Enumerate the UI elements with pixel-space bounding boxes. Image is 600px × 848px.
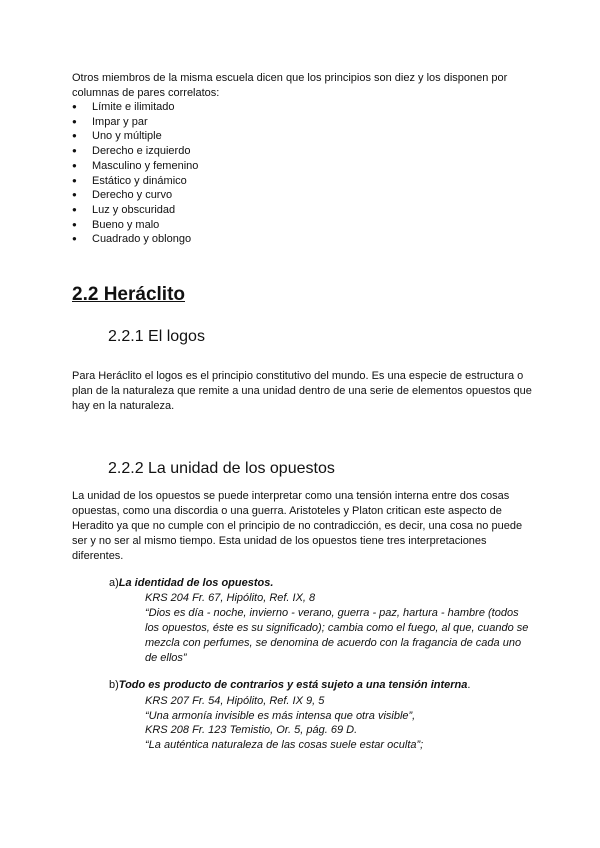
list-item: ● Derecho e izquierdo	[72, 144, 198, 159]
title-period: .	[467, 679, 471, 691]
list-item: ● Cuadrado y oblongo	[72, 232, 198, 247]
list-item: ● Uno y múltiple	[72, 129, 198, 144]
section-heading: 2.2 Heráclito	[72, 284, 185, 305]
logos-paragraph: Para Heráclito el logos es el principio constitutivo del mundo. Es una especie de estructura o plan de la naturaleza que remite a una unidad dentro de una serie de elementos opuestos que hay en la naturaleza.	[72, 370, 532, 412]
subsection-heading-unidad: 2.2.2 La unidad de los opuestos	[108, 460, 335, 477]
list-item: ● Derecho y curvo	[72, 188, 198, 203]
item-marker: a)	[109, 577, 119, 589]
list-item: ● Estático y dinámico	[72, 174, 198, 189]
list-item: ● Bueno y malo	[72, 218, 198, 233]
list-item: ● Impar y par	[72, 115, 198, 130]
interpretation-title: La identidad de los opuestos.	[118, 577, 274, 589]
interpretation-b	[109, 679, 470, 691]
subsection-heading-logos: 2.2.1 El logos	[108, 328, 205, 345]
list-item: ● Luz y obscuridad	[72, 203, 198, 218]
interpretation-a	[109, 577, 273, 589]
fragment-quote: “Dios es día - noche, invierno - verano, guerra - paz, hartura - hambre (todos los opuestos, éste es su significado); cambia como el fuego, al que, cuando se mezcla con perfumes, se denomina de acuerdo con la fragancia de cada uno de ellos”	[145, 607, 529, 664]
list-item: ● Límite e ilimitado	[72, 100, 198, 115]
intro-paragraph: Otros miembros de la misma escuela dicen que los principios son diez y los disponen por columnas de pares correlatos:	[72, 72, 508, 99]
fragment-quote: “Una armonía invisible es más intensa que otra visible”,	[145, 710, 416, 722]
correlate-pairs-list	[72, 100, 198, 247]
interpretation-title: Todo es producto de contrarios y está sujeto a una tensión interna	[118, 679, 468, 691]
item-marker: b)	[109, 679, 119, 691]
fragment-quote: “La auténtica naturaleza de las cosas suele estar oculta”;	[145, 739, 424, 751]
list-item: ● Masculino y femenino	[72, 159, 198, 174]
unidad-paragraph: La unidad de los opuestos se puede interpretar como una tensión interna entre dos cosas opuestas, como una discordia o una guerra. Aristoteles y Platon critican este aspecto de Heradito ya que no cumple con el principio de no contradicción, es decir, una cosa no puede ser y no ser al mismo tiempo. Esta unidad de los opuestos tiene tres interpretaciones diferentes.	[72, 490, 523, 562]
fragment-reference: KRS 204 Fr. 67, Hipólito, Ref. IX, 8	[145, 592, 316, 604]
fragment-reference: KRS 207 Fr. 54, Hipólito, Ref. IX 9, 5	[145, 695, 325, 707]
fragment-reference: KRS 208 Fr. 123 Temistio, Or. 5, pág. 69 D.	[145, 724, 358, 736]
